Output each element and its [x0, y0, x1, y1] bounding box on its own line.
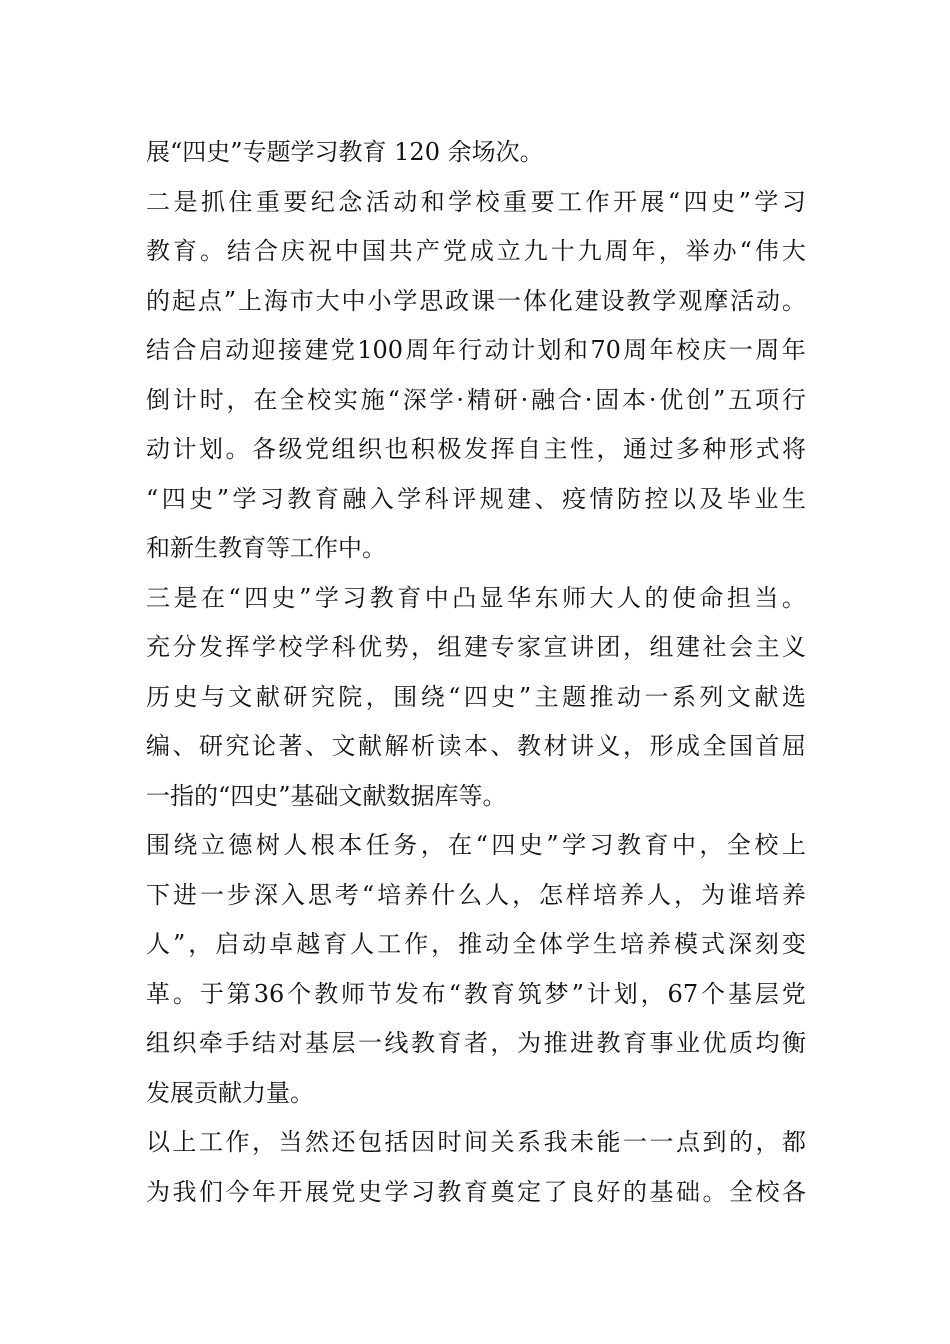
text-line: 倒 计 时 ， 在 全 校 实 施 “ 深 学 · 精 研 · 融 合 · 固 本 · 优 创 ” 五 项 行: [146, 385, 806, 414]
text-line: 动 计 划 。 各 级 党 组 织 也 积 极 发 挥 自 主 性 ， 通 过 多 种 形 式 将: [146, 435, 806, 463]
text-line: 展“四史”专题学习教育 120 余场次。: [146, 138, 544, 166]
text-line: 三 是 在 “ 四 史 ” 学 习 教 育 中 凸 显 华 东 师 大 人 的 使 命 担 当 。: [146, 583, 806, 612]
text-line: 以 上 工 作 ， 当 然 还 包 括 因 时 间 关 系 我 未 能 一 一 点 到 的 ， 都: [146, 1128, 806, 1156]
text-line: 二 是 抓 住 重 要 纪 念 活 动 和 学 校 重 要 工 作 开 展 “ 四 史 ” 学 习: [146, 187, 806, 216]
text-line: 结 合 启 动 迎 接 建 党 100 周 年 行 动 计 划 和 70 周 年 校 庆 一 周 年: [146, 336, 806, 364]
text-line: 下 进 一 步 深 入 思 考 “ 培 养 什 么 人 ， 怎 样 培 养 人 ， 为 谁 培 养: [146, 880, 806, 909]
text-line: 充 分 发 挥 学 校 学 科 优 势 ， 组 建 专 家 宣 讲 团 ， 组 建 社 会 主 义: [146, 633, 806, 661]
text-line: 编 、 研 究 论 著 、 文 献 解 析 读 本 、 教 材 讲 义 ， 形 成 全 国 首 屈: [146, 732, 806, 760]
text-line: 围 绕 立 德 树 人 根 本 任 务 ， 在 “ 四 史 ” 学 习 教 育 中 ， 全 校 上: [146, 831, 806, 859]
text-line: 为 我 们 今 年 开 展 党 史 学 习 教 育 奠 定 了 良 好 的 基 础 。 全 校 各: [146, 1177, 806, 1206]
text-line: 和新生教育等工作中。: [146, 534, 386, 562]
text-line: 的 起 点 ” 上 海 市 大 中 小 学 思 政 课 一 体 化 建 设 教 学 观 摩 活 动 。: [146, 286, 806, 315]
document-body: [146, 128, 806, 1217]
text-line: 历 史 与 文 献 研 究 院 ， 围 绕 “ 四 史 ” 主 题 推 动 一 系 列 文 献 选: [146, 682, 806, 711]
text-line: 一指的“四史”基础文献数据库等。: [146, 781, 507, 810]
text-line: 人 ” ， 启 动 卓 越 育 人 工 作 ， 推 动 全 体 学 生 培 养 模 式 深 刻 变: [146, 930, 806, 958]
text-line: “ 四 史 ” 学 习 教 育 融 入 学 科 评 规 建 、 疫 情 防 控 以 及 毕 业 生: [146, 484, 806, 513]
text-line: 组 织 牵 手 结 对 基 层 一 线 教 育 者 ， 为 推 进 教 育 事 业 优 质 均 衡: [146, 1029, 806, 1057]
text-line: 教 育 。 结 合 庆 祝 中 国 共 产 党 成 立 九 十 九 周 年 ， 举 办 “ 伟 大: [146, 237, 806, 265]
text-line: 发展贡献力量。: [146, 1078, 314, 1107]
text-line: 革 。 于 第 36 个 教 师 节 发 布 “ 教 育 筑 梦 ” 计 划 ， 67 个 基 层 党: [146, 979, 806, 1008]
